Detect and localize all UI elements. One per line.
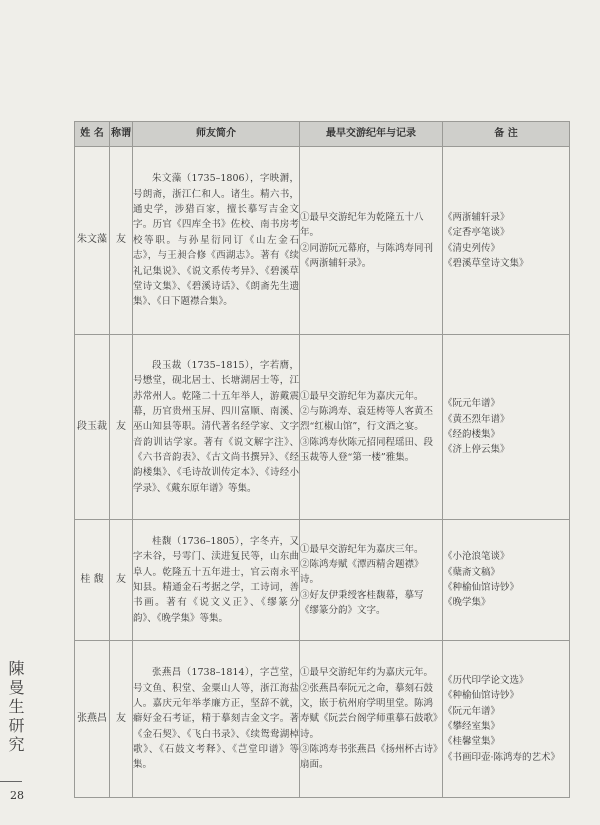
person-name: 段玉裁 xyxy=(75,335,110,520)
person-role: 友 xyxy=(110,520,133,641)
person-notes xyxy=(443,641,570,798)
header-bio: 师友简介 xyxy=(133,122,300,147)
record-item: ③陈鸿寿伙陈元招同程瑶田、段玉裁等人登“第一楼”雅集。 xyxy=(300,436,434,464)
friends-table xyxy=(74,121,570,798)
bio-text: 桂馥（1736–1805），字冬卉，又字未谷，号雩门、渎进复民等，山东曲阜人。乾隆五十五年进士，官云南永平知县。精通金石考据之学，工诗词，善书画。著有《说文义正》、《缪篆分韵》、《晚学集》等集。 xyxy=(133,535,299,624)
person-role: 友 xyxy=(110,641,133,798)
note-item: 《小沧浪笔谈》 xyxy=(443,551,510,563)
header-record: 最早交游纪年与记录 xyxy=(300,122,443,147)
bio-text: 张燕昌（1738–1814），字芑堂，号文鱼、积堂、金粟山人等，浙江海盐人。嘉庆元年举孝廉方正，坚辞不就，癖好金石考证，精于摹刻吉金文字。著《金石契》、《飞白书录》、《续鸳鸯湖棹歌》、《石鼓文考释》、《芑堂印谱》等集。 xyxy=(133,667,299,771)
record-item: ②与陈鸿寿、袁廷梼等人客黄丕烈“红椒山馆”，行文酒之宴。 xyxy=(300,405,434,433)
record-item: ②陈鸿寿赋《潭西精舍题襟》诗。 xyxy=(300,558,424,586)
note-item: 《定香亭笔谈》 xyxy=(443,227,510,239)
record-item: ②同游阮元幕府，与陈鸿寿同刊《两浙辅轩录》。 xyxy=(300,242,434,269)
note-item: 《种榆仙馆诗钞》 xyxy=(443,690,520,702)
note-item: 《济上停云集》 xyxy=(443,444,510,456)
person-bio xyxy=(133,520,300,641)
person-name: 朱文藻 xyxy=(75,147,110,335)
person-name: 桂 馥 xyxy=(75,520,110,641)
person-bio xyxy=(133,335,300,520)
book-title-mark: 陳曼生研究 xyxy=(6,660,25,755)
person-role: 友 xyxy=(110,147,133,335)
note-item: 《种榆仙馆诗钞》 xyxy=(443,582,520,593)
record-item: ①最早交游纪年为嘉庆三年。 xyxy=(300,543,424,555)
record-item: ③好友伊秉绶客桂馥幕，摹写《缪篆分韵》文字。 xyxy=(300,589,424,617)
table-row xyxy=(75,335,570,520)
note-item: 《蘖斋文稿》 xyxy=(443,566,501,578)
note-item: 《攀经室集》 xyxy=(443,721,501,732)
page-number: 28 xyxy=(10,789,24,802)
record-item: ①最早交游纪年为乾隆五十八年。 xyxy=(300,211,424,239)
person-records xyxy=(300,147,443,335)
person-role: 友 xyxy=(110,335,133,520)
note-item: 《历代印学论文选》 xyxy=(443,674,529,686)
person-records xyxy=(300,335,443,520)
record-item: ①最早交游纪年为嘉庆元年。 xyxy=(300,390,424,402)
table-header-row xyxy=(75,122,570,147)
note-item: 《阮元年谱》 xyxy=(443,705,501,717)
note-item: 《两浙辅轩录》 xyxy=(443,211,510,223)
person-notes xyxy=(443,335,570,520)
person-records xyxy=(300,641,443,798)
page-number-rule xyxy=(0,781,22,782)
note-item: 《阮元年谱》 xyxy=(443,398,501,410)
header-role: 称谓 xyxy=(110,122,133,147)
note-item: 《碧溪草堂诗文集》 xyxy=(443,257,529,269)
table-row xyxy=(75,147,570,335)
person-records xyxy=(300,520,443,641)
person-notes xyxy=(443,520,570,641)
record-item: ①最早交游纪年约为嘉庆元年。 xyxy=(300,667,434,679)
note-item: 《桂馨堂集》 xyxy=(443,736,501,748)
person-bio xyxy=(133,147,300,335)
table-row xyxy=(75,641,570,798)
person-notes xyxy=(443,147,570,335)
bio-text: 段玉裁（1735–1815），字若膺，号懋堂，砚北居士、长塘湖居士等，江苏常州人。乾隆二十五年举人，游戴震幕，历官贵州玉屏、四川富顺、南溪、巫山知县等职。清代著名经学家、文字音韵训诂学家。著有《说文解字注》、《六书音韵表》、《古文尚书撰异》、《经韵楼集》、《毛诗故训传定本》、《诗经小学录》、《戴东原年谱》等集。 xyxy=(133,359,299,494)
header-notes: 备 注 xyxy=(443,122,570,147)
header-name: 姓 名 xyxy=(75,122,110,147)
person-bio xyxy=(133,641,300,798)
record-item: ②张燕昌奉阮元之命，摹刻石鼓文，嵌于杭州府学明里堂。陈鸿寿赋《阮芸台阁学师重摹石鼓歌》诗。 xyxy=(300,682,438,740)
note-item: 《黄丕烈年谱》 xyxy=(443,413,510,425)
record-item: ③陈鸿寿书张燕昌《扬州杯古诗》扇面。 xyxy=(300,744,438,771)
person-name: 张燕昌 xyxy=(75,641,110,798)
table-row xyxy=(75,520,570,641)
note-item: 《清史列传》 xyxy=(443,242,501,254)
note-item: 《晚学集》 xyxy=(443,597,491,609)
note-item: 《经韵楼集》 xyxy=(443,429,501,440)
bio-text: 朱文藻（1735–1806），字映漘，号朗斋，浙江仁和人。诸生。精六书，通史学，涉猎百家，擅长摹写吉金文字。历官《四库全书》佐校、南书房考校等职。与孙星衍同订《山左金石志》，与王昶合修《西湖志》。著有《续礼记集说》、《说文系传考异》、《碧溪草堂诗文集》、《碧溪诗话》、《朗斋先生遗集》、《日下题襟合集》。 xyxy=(133,173,299,308)
note-item: 《书画印壶·陈鸿寿的艺术》 xyxy=(443,751,561,763)
